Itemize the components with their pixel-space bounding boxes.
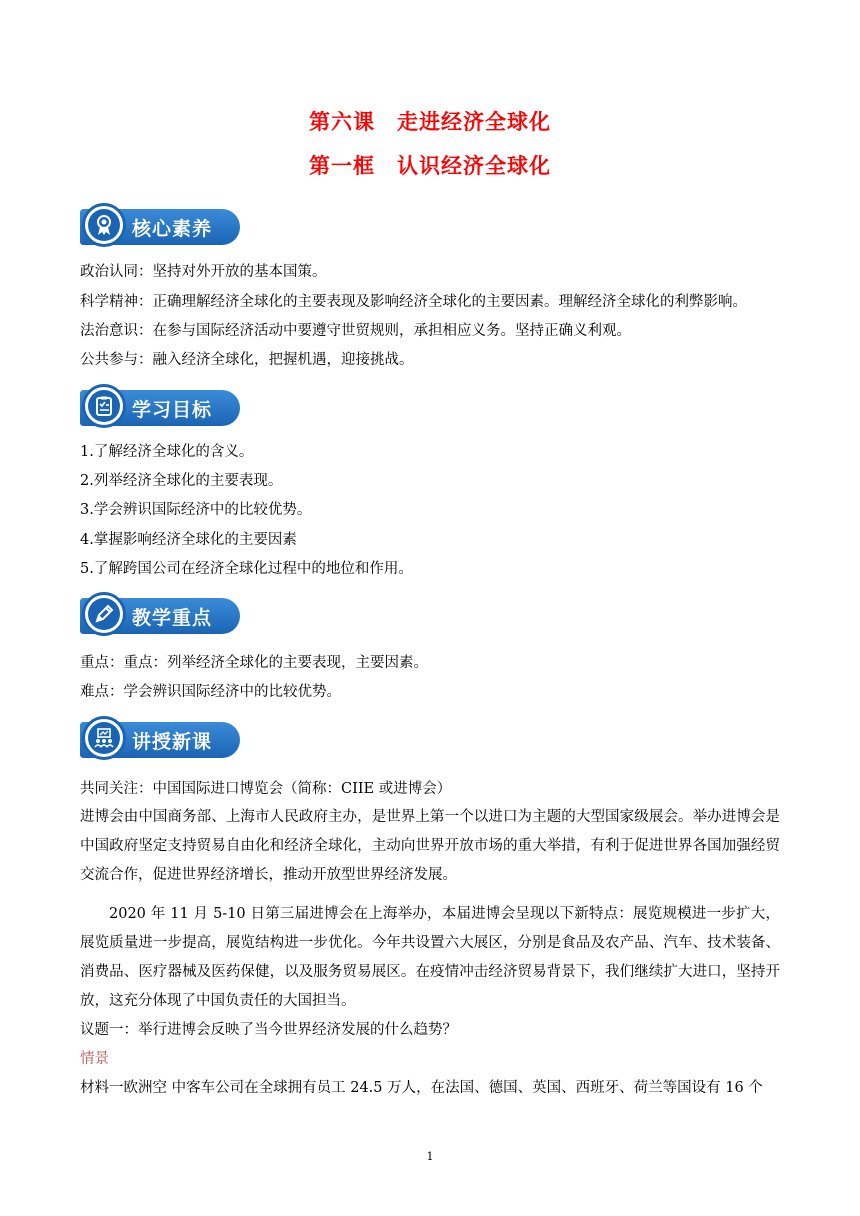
core-item: 公共参与：融入经济全球化，把握机遇，迎接挑战。	[80, 352, 414, 368]
teaching-focus-label: 教学重点	[132, 607, 213, 629]
teaching-focus-badge	[80, 592, 245, 638]
focus-item: 难点：学会辨识国际经济中的比较优势。	[80, 684, 341, 700]
focus-item: 重点：重点：列举经济全球化的主要表现，主要因素。	[80, 655, 428, 671]
page-number: 1	[426, 1150, 434, 1163]
lesson-name: 走进经济全球化	[397, 110, 551, 134]
core-item: 科学精神：正确理解经济全球化的主要表现及影响经济全球化的主要因素。理解经济全球化的利弊影响。	[80, 294, 747, 310]
pencil-icon	[88, 598, 120, 630]
award-ribbon-icon	[88, 209, 120, 241]
goal-item: 4.掌握影响经济全球化的主要因素	[80, 532, 297, 548]
lesson-paragraph: 进博会由中国商务部、上海市人民政府主办，是世界上第一个以进口为主题的大型国家级展会。举办进博会是中国政府坚定支持贸易自由化和经济全球化，主动向世界开放市场的重大举措，有利于促进世界各国加强经贸交流合作，促进世界经济增长，推动开放型世界经济发展。	[80, 809, 780, 883]
lesson-title	[0, 106, 860, 136]
learning-goals-badge	[80, 384, 245, 430]
goal-item: 5.了解跨国公司在经济全球化过程中的地位和作用。	[80, 561, 413, 577]
goal-item: 3.学会辨识国际经济中的比较优势。	[80, 502, 312, 518]
lesson-paragraph: 2020 年 11 月 5-10 日第三届进博会在上海举办，本届进博会呈现以下新特点：展览规模进一步扩大，展览质量进一步提高，展览结构进一步优化。今年共设置六大展区，分别是食品及农产品、汽车、技术装备、消费品、医疗器械及医药保健，以及服务贸易展区。在疫情冲击经济贸易背景下，我们继续扩大进口，坚持开放，这充分体现了中国负责任的大国担当。	[80, 906, 780, 1009]
scene-heading: 情景	[80, 1051, 109, 1067]
new-lesson-label: 讲授新课	[132, 731, 213, 753]
core-literacy-label: 核心素养	[132, 218, 213, 240]
lesson-number: 第六课	[309, 110, 375, 134]
section-name: 认识经济全球化	[397, 154, 551, 178]
goal-item: 2.列举经济全球化的主要表现。	[80, 473, 283, 489]
core-item: 法治意识：在参与国际经济活动中要遵守世贸规则，承担相应义务。坚持正确义利观。	[80, 323, 631, 339]
core-item: 政治认同：坚持对外开放的基本国策。	[80, 264, 327, 280]
checklist-icon	[88, 390, 120, 422]
presentation-icon	[88, 722, 120, 754]
section-number: 第一框	[309, 154, 375, 178]
learning-goals-label: 学习目标	[132, 399, 213, 421]
section-title	[0, 150, 860, 180]
goal-item: 1.了解经济全球化的含义。	[80, 444, 254, 460]
material-text: 材料一欧洲空 中客车公司在全球拥有员工 24.5 万人，在法国、德国、英国、西班牙、荷兰等国设有 16 个	[80, 1080, 763, 1096]
new-lesson-badge	[80, 716, 245, 762]
discussion-topic: 议题一：举行进博会反映了当今世界经济发展的什么趋势？	[80, 1022, 457, 1038]
lesson-intro: 共同关注：中国国际进口博览会（简称：CIIE 或进博会）	[80, 781, 452, 797]
core-literacy-badge	[80, 203, 245, 249]
